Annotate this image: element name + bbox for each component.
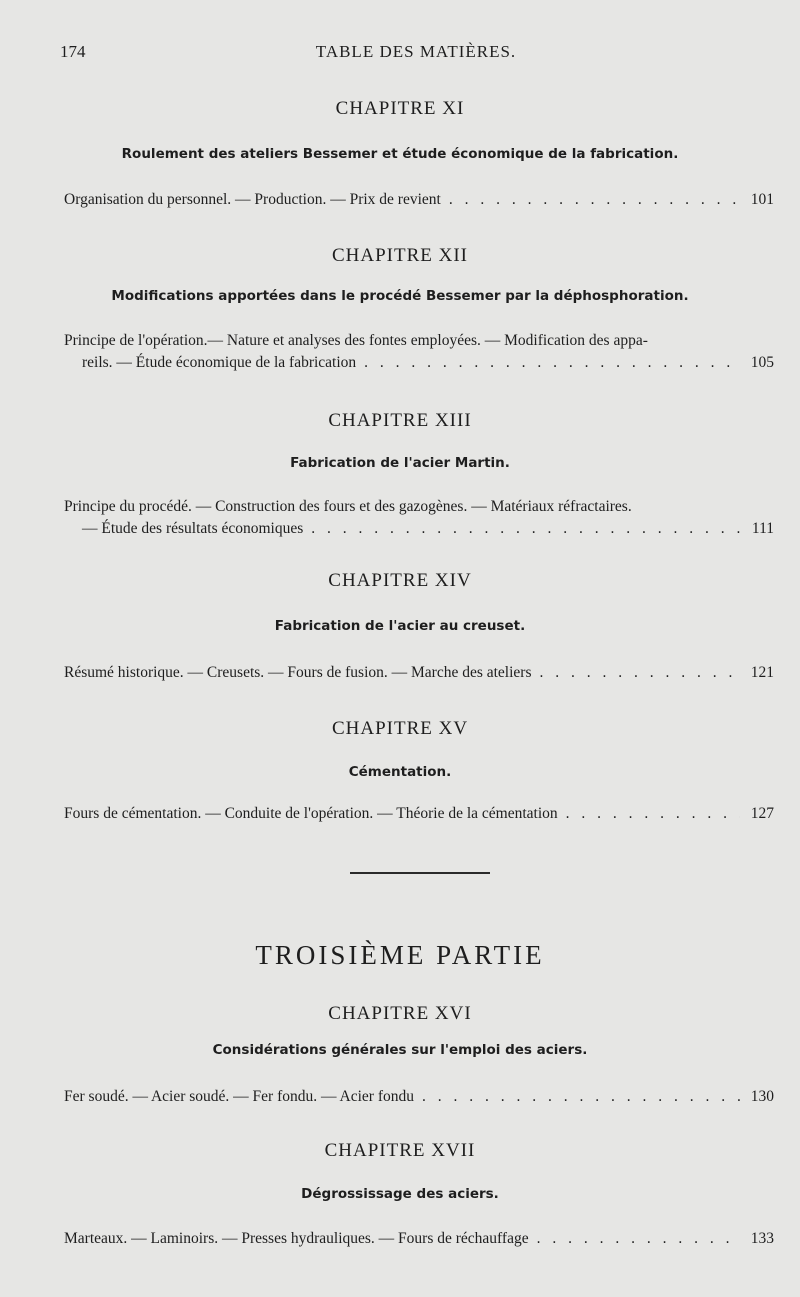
- entry-page-number: 121: [750, 664, 774, 681]
- entry-text: Organisation du personnel. — Production. — Prix de revient: [64, 191, 441, 208]
- dot-leader: [422, 1086, 740, 1108]
- page-header: [60, 42, 772, 66]
- chapter-title: CHAPITRE XI: [335, 98, 465, 119]
- chapter-subtitle: Cémentation.: [348, 764, 452, 780]
- entry-page-number: 127: [750, 805, 774, 822]
- entry-text: Marteaux. — Laminoirs. — Presses hydrauliques. — Fours de réchauffage: [64, 1230, 529, 1247]
- chapter-subtitle: Fabrication de l'acier au creuset.: [274, 618, 526, 634]
- chapter-title: CHAPITRE XVI: [328, 1003, 472, 1024]
- toc-entry[interactable]: [64, 496, 774, 540]
- entry-page-number: 101: [750, 191, 774, 208]
- entry-page-number: 105: [750, 354, 774, 371]
- running-title: TABLE DES MATIÈRES.: [315, 42, 517, 61]
- dot-leader: [311, 518, 740, 540]
- dot-leader: [364, 352, 740, 374]
- toc-entry[interactable]: [64, 1228, 774, 1250]
- toc-entry[interactable]: [64, 189, 774, 211]
- dot-leader: [537, 1228, 740, 1250]
- chapter-subtitle: Dégrossissage des aciers.: [301, 1186, 499, 1202]
- entry-page-number: 133: [750, 1230, 774, 1247]
- page-number: 174: [60, 42, 86, 61]
- chapter-title: CHAPITRE XV: [331, 718, 469, 739]
- entry-page-number: 130: [750, 1088, 774, 1105]
- entry-text: Principe de l'opération.— Nature et analyses des fontes employées. — Modification des appa-: [64, 332, 648, 349]
- dot-leader: [566, 803, 740, 825]
- entry-text: Fer soudé. — Acier soudé. — Fer fondu. — Acier fondu: [64, 1088, 414, 1105]
- entry-text: Principe du procédé. — Construction des fours et des gazogènes. — Matériaux réfractaires.: [64, 498, 632, 515]
- chapter-title: CHAPITRE XVII: [324, 1140, 476, 1161]
- entry-text-continued: reils. — Étude économique de la fabrication: [82, 354, 357, 371]
- entry-page-number: 111: [751, 520, 774, 537]
- toc-entry[interactable]: [64, 803, 774, 825]
- part-title: TROISIÈME PARTIE: [255, 940, 545, 970]
- dot-leader: [449, 189, 740, 211]
- toc-entry[interactable]: [64, 330, 774, 374]
- entry-text-continued: — Étude des résultats économiques: [82, 520, 304, 537]
- chapter-subtitle: Roulement des ateliers Bessemer et étude économique de la fabrication.: [121, 146, 679, 162]
- dot-leader: [540, 662, 741, 684]
- entry-text: Fours de cémentation. — Conduite de l'opération. — Théorie de la cémentation: [64, 805, 558, 822]
- chapter-subtitle: Modifications apportées dans le procédé Bessemer par la déphosphoration.: [111, 288, 689, 304]
- chapter-subtitle: Fabrication de l'acier Martin.: [290, 455, 510, 471]
- toc-entry[interactable]: [64, 662, 774, 684]
- entry-text: Résumé historique. — Creusets. — Fours de fusion. — Marche des ateliers: [64, 664, 532, 681]
- chapter-title: CHAPITRE XII: [331, 245, 469, 266]
- section-divider: [350, 872, 490, 874]
- toc-entry[interactable]: [64, 1086, 774, 1108]
- chapter-subtitle: Considérations générales sur l'emploi des aciers.: [212, 1042, 588, 1058]
- chapter-title: CHAPITRE XIV: [328, 570, 472, 591]
- chapter-title: CHAPITRE XIII: [328, 410, 472, 431]
